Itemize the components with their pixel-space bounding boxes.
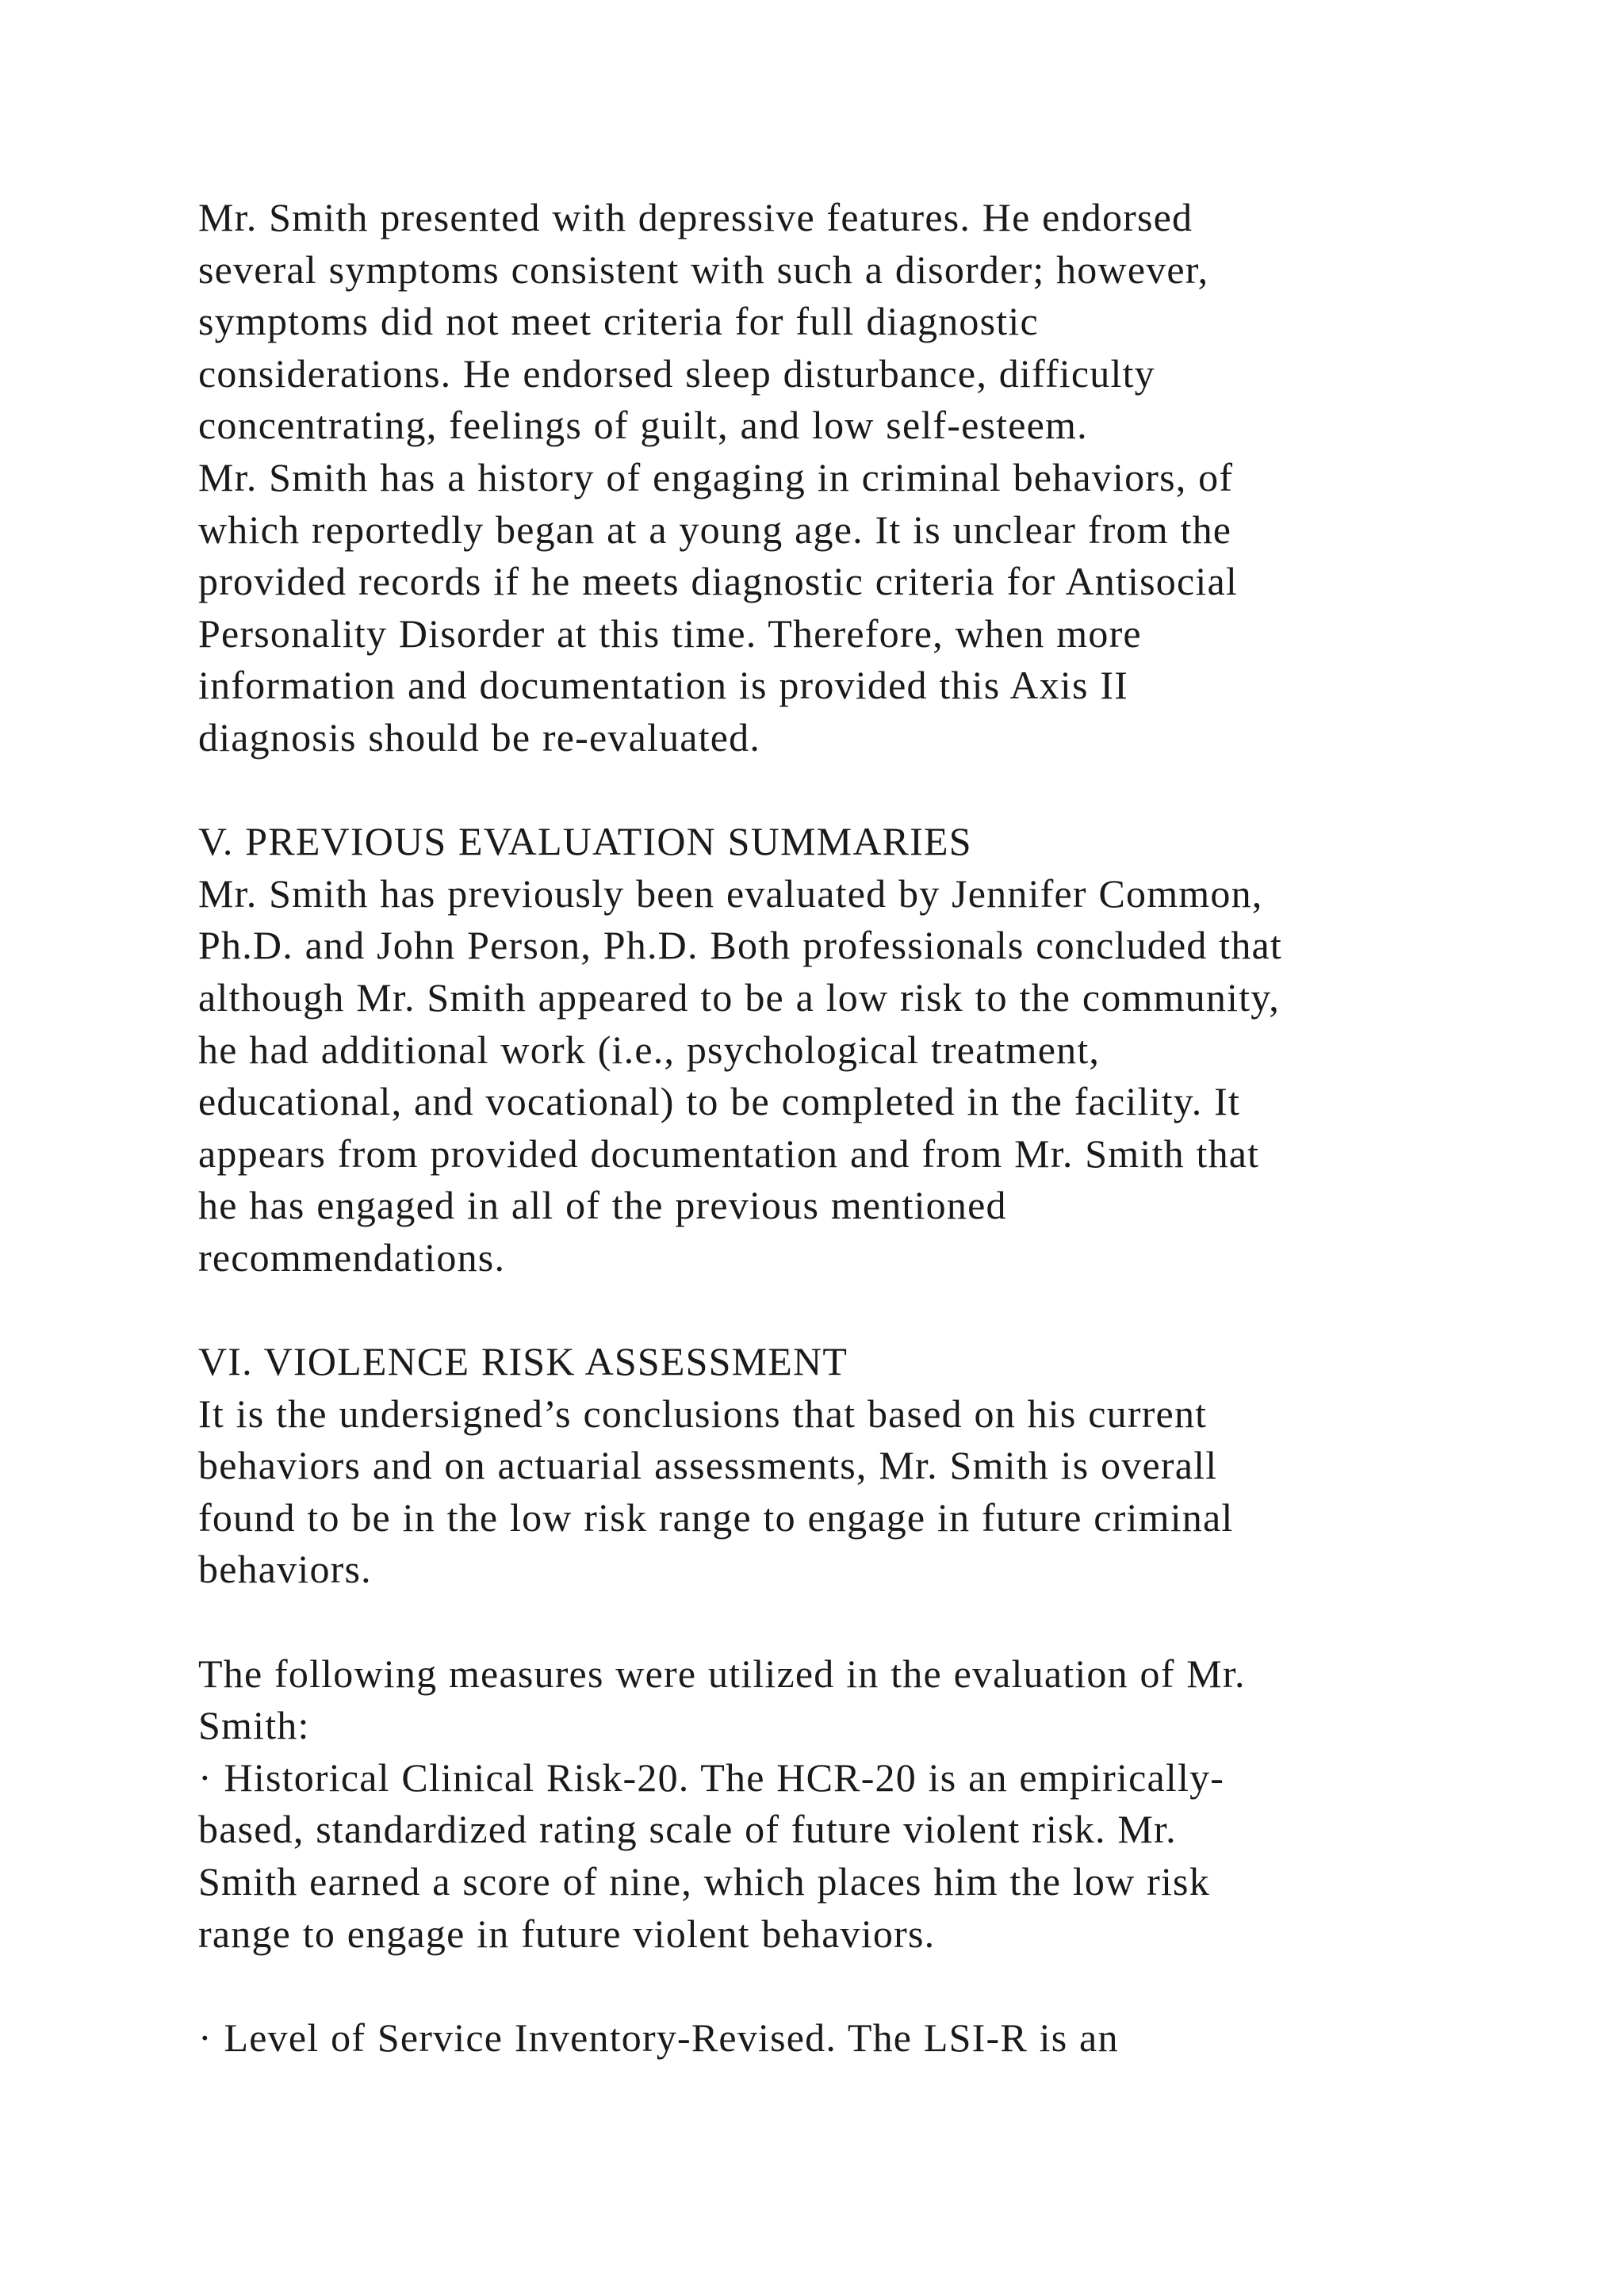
text-line: Mr. Smith has a history of engaging in criminal behaviors, of	[198, 454, 1234, 499]
text-line: based, standardized rating scale of future violent risk. Mr.	[198, 1807, 1177, 1852]
text-line: Mr. Smith has previously been evaluated by Jennifer Common,	[198, 871, 1263, 916]
text-line: diagnosis should be re-evaluated.	[198, 714, 761, 760]
bullet-line: · Historical Clinical Risk-20. The HCR-20 is an empirically-	[198, 1755, 1225, 1800]
text-line: information and documentation is provided this Axis II	[198, 663, 1129, 708]
text-line: he has engaged in all of the previous mentioned	[198, 1183, 1007, 1228]
blank-line	[198, 1596, 1562, 1648]
bullet-line: · Level of Service Inventory-Revised. The LSI-R is an	[198, 2015, 1119, 2060]
text-line: It is the undersigned’s conclusions that based on his current	[198, 1391, 1208, 1436]
text-line: symptoms did not meet criteria for full diagnostic	[198, 299, 1039, 344]
section-heading: V. PREVIOUS EVALUATION SUMMARIES	[198, 819, 972, 864]
text-line: which reportedly began at a young age. It is unclear from the	[198, 507, 1232, 552]
text-line: Smith earned a score of nine, which places him the low risk	[198, 1859, 1210, 1904]
text-line: appears from provided documentation and from Mr. Smith that	[198, 1131, 1260, 1176]
text-line: although Mr. Smith appeared to be a low risk to the community,	[198, 974, 1280, 1020]
blank-line	[198, 1284, 1562, 1336]
section-heading: VI. VIOLENCE RISK ASSESSMENT	[198, 1339, 848, 1384]
text-line: recommendations.	[198, 1234, 506, 1280]
text-line: provided records if he meets diagnostic criteria for Antisocial	[198, 559, 1238, 604]
text-line: range to engage in future violent behaviors.	[198, 1911, 936, 1956]
text-line: Personality Disorder at this time. Therefore, when more	[198, 610, 1142, 656]
text-line: Mr. Smith presented with depressive features. He endorsed	[198, 195, 1193, 239]
text-line: found to be in the low risk range to engage in future criminal	[198, 1494, 1234, 1540]
text-line: he had additional work (i.e., psychological treatment,	[198, 1027, 1101, 1072]
text-line: behaviors and on actuarial assessments, Mr. Smith is overall	[198, 1443, 1218, 1488]
text-line: concentrating, feelings of guilt, and low self-esteem.	[198, 403, 1088, 448]
text-line: The following measures were utilized in the evaluation of Mr.	[198, 1651, 1246, 1696]
text-line: considerations. He endorsed sleep disturbance, difficulty	[198, 350, 1155, 396]
blank-line	[198, 1960, 1562, 2012]
text-line: behaviors.	[198, 1547, 372, 1592]
text-line: Ph.D. and John Person, Ph.D. Both professionals concluded that	[198, 923, 1283, 968]
blank-line	[198, 764, 1562, 817]
document-page	[198, 192, 1562, 2064]
text-line: several symptoms consistent with such a disorder; however,	[198, 247, 1209, 292]
text-line: educational, and vocational) to be completed in the facility. It	[198, 1079, 1241, 1124]
text-line: Smith:	[198, 1703, 310, 1748]
